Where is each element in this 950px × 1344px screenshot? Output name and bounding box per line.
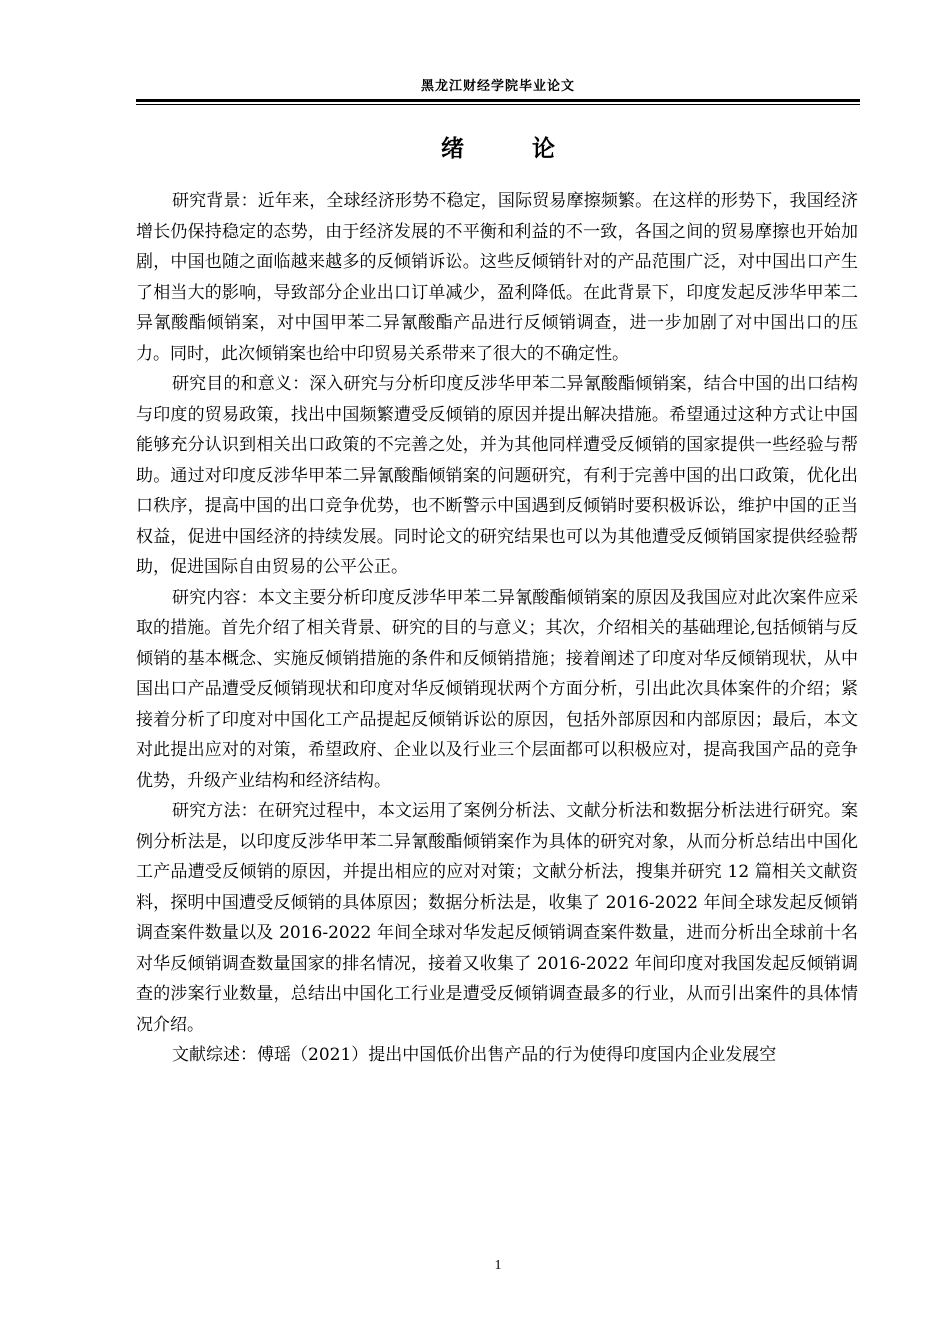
running-header: 黑龙江财经学院毕业论文 bbox=[420, 79, 575, 94]
page-number: 1 bbox=[494, 1258, 502, 1273]
header-rule-thin bbox=[136, 104, 860, 105]
chapter-title: 绪 论 bbox=[440, 136, 585, 162]
paragraph-research-background: 研究背景：近年来，全球经济形势不稳定，国际贸易摩擦频繁。在这样的形势下，我国经济增长仍保持稳定的态势，由于经济发展的不平衡和利益的不一致，各国之间的贸易摩擦也开始加剧，中国也随之面临越来越多的反倾销诉讼。这些反倾销针对的产品范围广泛，对中国出口产生了相当大的影响，导致部分企业出口订单减少，盈利降低。在此背景下，印度发起反涉华甲苯二异氰酸酯倾销案，对中国甲苯二异氰酸酯产品进行反倾销调查，进一步加剧了对中国出口的压力。同时，此次倾销案也给中印贸易关系带来了很大的不确定性。 bbox=[136, 191, 858, 364]
paragraph-research-purpose: 研究目的和意义：深入研究与分析印度反涉华甲苯二异氰酸酯倾销案，结合中国的出口结构与印度的贸易政策，找出中国频繁遭受反倾销的原因并提出解决措施。希望通过这种方式让中国能够充分认识到相关出口政策的不完善之处，并为其他同样遭受反倾销的国家提供一些经验与帮助。通过对印度反涉华甲苯二异氰酸酯倾销案的问题研究，有利于完善中国的出口政策，优化出口秩序，提高中国的出口竞争优势，也不断警示中国遇到反倾销时要积极诉讼，维护中国的正当权益，促进中国经济的持续发展。同时论文的研究结果也可以为其他遭受反倾销国家提供经验帮助，促进国际自由贸易的公平公正。 bbox=[136, 374, 858, 577]
paragraph-research-content: 研究内容：本文主要分析印度反涉华甲苯二异氰酸酯倾销案的原因及我国应对此次案件应采取的措施。首先介绍了相关背景、研究的目的与意义；其次，介绍相关的基础理论,包括倾销与反倾销的基本概念、实施反倾销措施的条件和反倾销措施；接着阐述了印度对华反倾销现状，从中国出口产品遭受反倾销现状和印度对华反倾销现状两个方面分析，引出此次具体案件的介绍；紧接着分析了印度对中国化工产品提起反倾销诉讼的原因，包括外部原因和内部原因；最后，本文对此提出应对的对策，希望政府、企业以及行业三个层面都可以积极应对，提高我国产品的竞争优势，升级产业结构和经济结构。 bbox=[136, 587, 858, 791]
header-rule-thick bbox=[136, 99, 860, 102]
paragraph-literature-review: 文献综述：傅瑶（2021）提出中国低价出售产品的行为使得印度国内企业发展空 bbox=[172, 1045, 777, 1065]
paragraph-research-method: 研究方法：在研究过程中，本文运用了案例分析法、文献分析法和数据分析法进行研究。案例分析法是，以印度反涉华甲苯二异氰酸酯倾销案作为具体的研究对象，从而分析总结出中国化工产品遭受反倾销的原因，并提出相应的应对对策；文献分析法，搜集并研究 12 篇相关文献资料，探明中国遭受反倾销的具体原因；数据分析法是，收集了 2016-2022 年间全球发起反倾销调查案件数量以及 2016-2022 年间全球对华发起反倾销调查案件数量，进而分析出全球前十名对华反倾销调查数量国家的排名情况，接着又收集了 2016-2022 年间印度对我国发起反倾销调查的涉案行业数量，总结出中国化工行业是遭受反倾销调查最多的行业，从而引出案件的具体情况介绍。 bbox=[136, 801, 858, 1035]
body-text bbox=[136, 186, 858, 1071]
